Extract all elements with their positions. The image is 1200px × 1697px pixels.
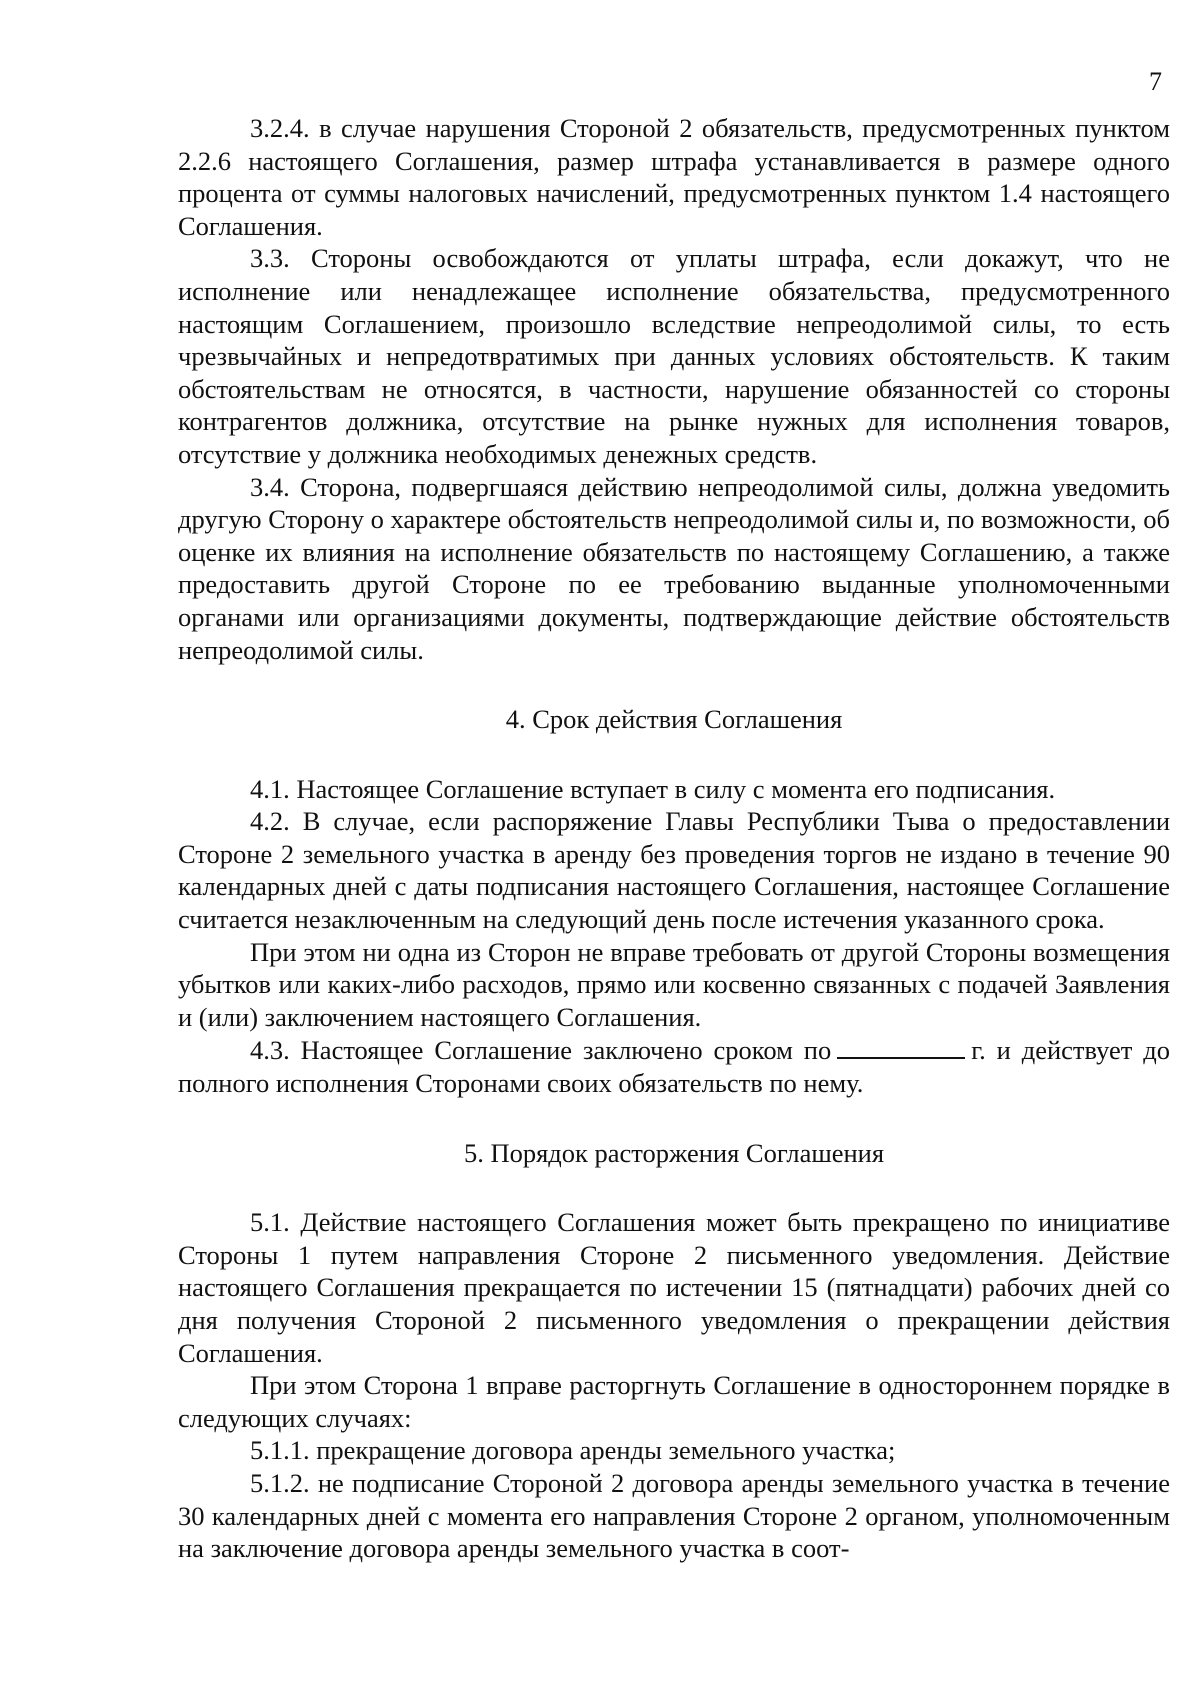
paragraph-4-3 bbox=[178, 1033, 1170, 1099]
section-4-heading: 4. Срок действия Соглашения bbox=[505, 704, 843, 735]
section-5-heading: 5. Порядок расторжения Соглашения bbox=[463, 1137, 885, 1168]
paragraph-3-4: 3.4. Сторона, подвергшаяся действию непреодолимой силы, должна уведомить другую Сторону о характере обстоятельств непреодолимой силы и, по возможности, об оценке их влияния на исполнение обязательств по настоящему Соглашению, а также предоставить другой Стороне по ее требованию выданные уполномоченными органами или организациями документы, подтверждающие действие обстоятельств непреодолимой силы. bbox=[178, 471, 1170, 665]
paragraph-5-1-2: 5.1.2. не подписание Стороной 2 договора аренды земельного участка в течение 30 календарных дней с момента его направления Стороне 2 органом, уполномоченным на заключение договора аренды земельного участка в соот- bbox=[178, 1467, 1170, 1564]
paragraph-4-3-start: 4.3. Настоящее Соглашение заключено сроком по bbox=[250, 1035, 832, 1066]
paragraph-5-1-continuation: При этом Сторона 1 вправе расторгнуть Соглашение в одностороннем порядке в следующих случаях: bbox=[178, 1370, 1170, 1433]
paragraph-4-3-end: г. и действует до полного исполнения Сторонами своих обязательств по нему. bbox=[178, 1035, 1170, 1099]
page-number: 7 bbox=[1149, 67, 1162, 96]
document-body bbox=[178, 112, 1170, 1565]
paragraph-3-2-4: 3.2.4. в случае нарушения Стороной 2 обязательств, предусмотренных пунктом 2.2.6 настоящего Соглашения, размер штрафа устанавливается в размере одного процента от суммы налоговых начислений, предусмотренных пунктом 1.4 настоящего Соглашения. bbox=[178, 113, 1170, 241]
paragraph-4-1: 4.1. Настоящее Соглашение вступает в силу с момента его подписания. bbox=[250, 773, 1056, 804]
paragraph-4-2: 4.2. В случае, если распоряжение Главы Республики Тыва о предоставлении Стороне 2 земельного участка в аренду без проведения торгов не издано в течение 90 календарных дней с даты подписания настоящего Соглашения, настоящее Соглашение считается незаключенным на следующий день после истечения указанного срока. bbox=[178, 806, 1170, 935]
paragraph-5-1-1: 5.1.1. прекращение договора аренды земельного участка; bbox=[250, 1435, 896, 1466]
paragraph-3-3: 3.3. Стороны освобождаются от уплаты штрафа, если докажут, что не исполнение или ненадлежащее исполнение обязательства, предусмотренного настоящим Соглашением, произошло вследствие непреодолимой силы, то есть чрезвычайных и непредотвратимых при данных условиях обстоятельств. К таким обстоятельствам не относятся, в частности, нарушение обязанностей со стороны контрагентов должника, отсутствие на рынке нужных для исполнения товаров, отсутствие у должника необходимых денежных средств. bbox=[178, 243, 1170, 469]
blank-date-field bbox=[837, 1033, 965, 1059]
paragraph-4-2-continuation: При этом ни одна из Сторон не вправе требовать от другой Стороны возмещения убытков или каких-либо расходов, прямо или косвенно связанных с подачей Заявления и (или) заключением настоящего Соглашения. bbox=[178, 936, 1170, 1032]
paragraph-5-1: 5.1. Действие настоящего Соглашения может быть прекращено по инициативе Стороны 1 путем направления Стороне 2 письменного уведомления. Действие настоящего Соглашения прекращается по истечении 15 (пятнадцати) рабочих дней со дня получения Стороной 2 письменного уведомления о прекращении действия Соглашения. bbox=[178, 1207, 1170, 1368]
